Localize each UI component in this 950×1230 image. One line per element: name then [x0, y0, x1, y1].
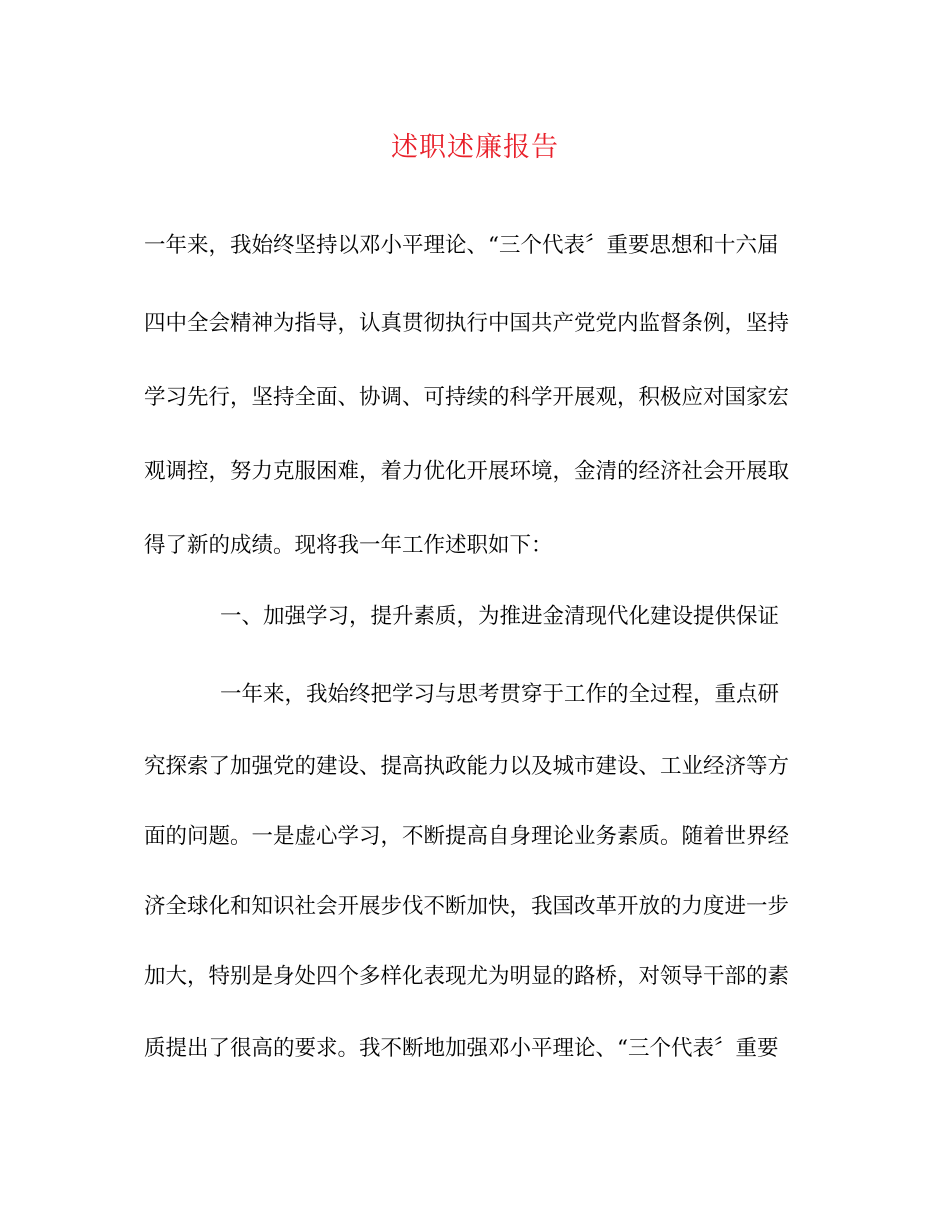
paragraph-line: 学习先行，坚持全面、协调、可持续的科学开展观，积极应对国家宏	[144, 385, 790, 410]
paragraph-line: 观调控，努力克服困难，着力优化开展环境，金清的经济社会开展取	[144, 459, 790, 484]
document-title: 述职述廉报告	[391, 132, 559, 163]
paragraph-line: 质提出了很高的要求。我不断地加强邓小平理论、“三个代表〞重要	[144, 1036, 779, 1061]
paragraph-line: 究探索了加强党的建设、提高执政能力以及城市建设、工业经济等方	[144, 754, 790, 779]
paragraph-line: 四中全会精神为指导，认真贯彻执行中国共产党党内监督条例，坚持	[144, 311, 790, 336]
paragraph-line: 一年来，我始终把学习与思考贯穿于工作的全过程，重点研	[220, 682, 780, 707]
section-heading: 一、加强学习，提升素质，为推进金清现代化建设提供保证	[220, 604, 780, 629]
paragraph-line: 一年来，我始终坚持以邓小平理论、“三个代表〞重要思想和十六届	[144, 233, 779, 258]
paragraph-line: 面的问题。一是虚心学习，不断提高自身理论业务素质。随着世界经	[144, 824, 790, 849]
paragraph-line: 得了新的成绩。现将我一年工作述职如下：	[144, 533, 553, 558]
paragraph-line: 加大，特别是身处四个多样化表现尤为明显的路桥，对领导干部的素	[144, 964, 790, 989]
paragraph-line: 济全球化和知识社会开展步伐不断加快，我国改革开放的力度进一步	[144, 894, 790, 919]
